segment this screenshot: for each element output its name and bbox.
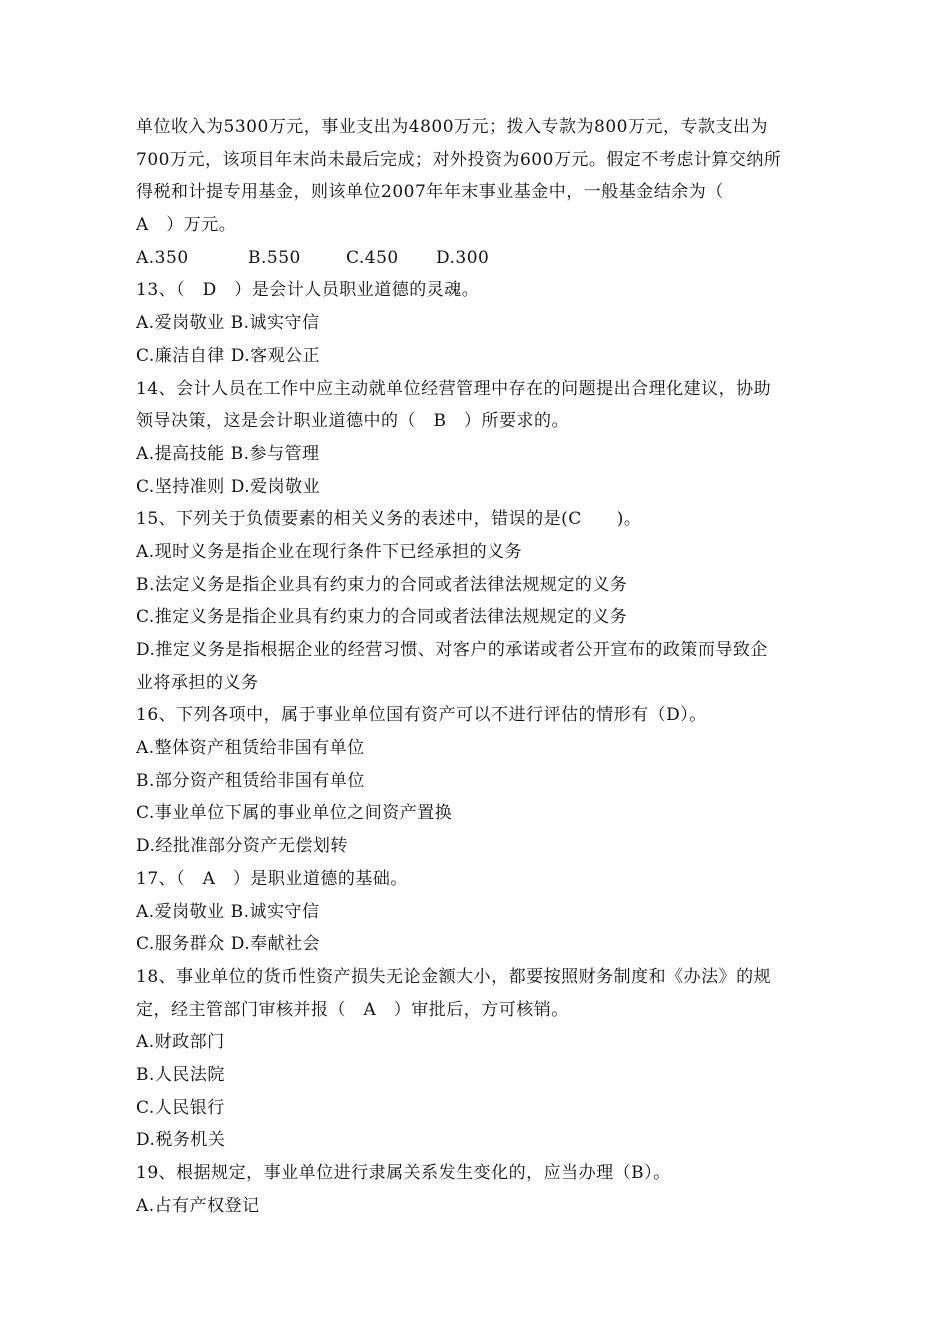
text-line: C.人民银行 bbox=[136, 1097, 225, 1118]
text-line: A.爱岗敬业 B.诚实守信 bbox=[136, 313, 320, 334]
text-line: B.人民法院 bbox=[136, 1064, 225, 1085]
q12-options bbox=[136, 242, 838, 275]
text-line: D.经批准部分资产无偿划转 bbox=[136, 836, 348, 857]
text-line: 领导决策，这是会计职业道德中的（ B ）所要求的。 bbox=[136, 411, 569, 432]
text-line: A ）万元。 bbox=[136, 215, 237, 236]
text-line: 单位收入为5300万元，事业支出为4800万元；拨入专款为800万元，专款支出为 bbox=[136, 117, 768, 137]
text-line: A.财政部门 bbox=[136, 1032, 225, 1053]
text-line: 得税和计提专用基金，则该单位2007年年末事业基金中，一般基金结余为（ bbox=[136, 182, 724, 203]
text-line: A.整体资产租赁给非国有单位 bbox=[136, 738, 365, 759]
q12-option-b: B.550 bbox=[248, 247, 301, 268]
text-line: C.推定义务是指企业具有约束力的合同或者法律法规规定的义务 bbox=[136, 607, 628, 628]
text-line: 定，经主管部门审核并报（ A ）审批后，方可核销。 bbox=[136, 999, 569, 1020]
text-line: C.廉洁自律 D.客观公正 bbox=[136, 345, 321, 366]
text-line: C.坚持准则 D.爱岗敬业 bbox=[136, 476, 321, 497]
question-17: 17、（ A ）是职业道德的基础。 bbox=[136, 868, 408, 889]
question-19: 19、根据规定，事业单位进行隶属关系发生变化的，应当办理（B）。 bbox=[136, 1163, 671, 1183]
text-line: C.服务群众 D.奉献社会 bbox=[136, 934, 321, 955]
text-line: D.推定义务是指根据企业的经营习惯、对客户的承诺或者公开宣布的政策而导致企 bbox=[136, 640, 768, 660]
text-line: A.现时义务是指企业在现行条件下已经承担的义务 bbox=[136, 541, 523, 562]
text-line: A.提高技能 B.参与管理 bbox=[136, 443, 320, 464]
question-13: 13、（ D ）是会计人员职业道德的灵魂。 bbox=[136, 280, 480, 301]
text-line: A.爱岗敬业 B.诚实守信 bbox=[136, 901, 320, 922]
question-18: 18、事业单位的货币性资产损失无论金额大小，都要按照财务制度和《办法》的规 bbox=[136, 966, 772, 987]
text-line: B.法定义务是指企业具有约束力的合同或者法律法规规定的义务 bbox=[136, 574, 628, 595]
text-line: D.税务机关 bbox=[136, 1130, 226, 1151]
question-16: 16、下列各项中，属于事业单位国有资产可以不进行评估的情形有（D）。 bbox=[136, 705, 707, 726]
text-line: C.事业单位下属的事业单位之间资产置换 bbox=[136, 803, 453, 824]
question-15: 15、下列关于负债要素的相关义务的表述中，错误的是(C )。 bbox=[136, 509, 642, 530]
text-line: A.占有产权登记 bbox=[136, 1195, 260, 1216]
text-line: B.部分资产租赁给非国有单位 bbox=[136, 770, 365, 791]
q12-option-a: A.350 bbox=[136, 247, 189, 268]
text-line: 业将承担的义务 bbox=[136, 672, 259, 693]
question-14: 14、会计人员在工作中应主动就单位经营管理中存在的问题提出合理化建议，协助 bbox=[136, 378, 772, 399]
document-body bbox=[136, 111, 838, 1222]
q12-option-c: C.450 bbox=[346, 247, 399, 268]
text-line: 700万元，该项目年末尚未最后完成；对外投资为600万元。假定不考虑计算交纳所 bbox=[136, 149, 782, 170]
q12-option-d: D.300 bbox=[436, 247, 490, 268]
